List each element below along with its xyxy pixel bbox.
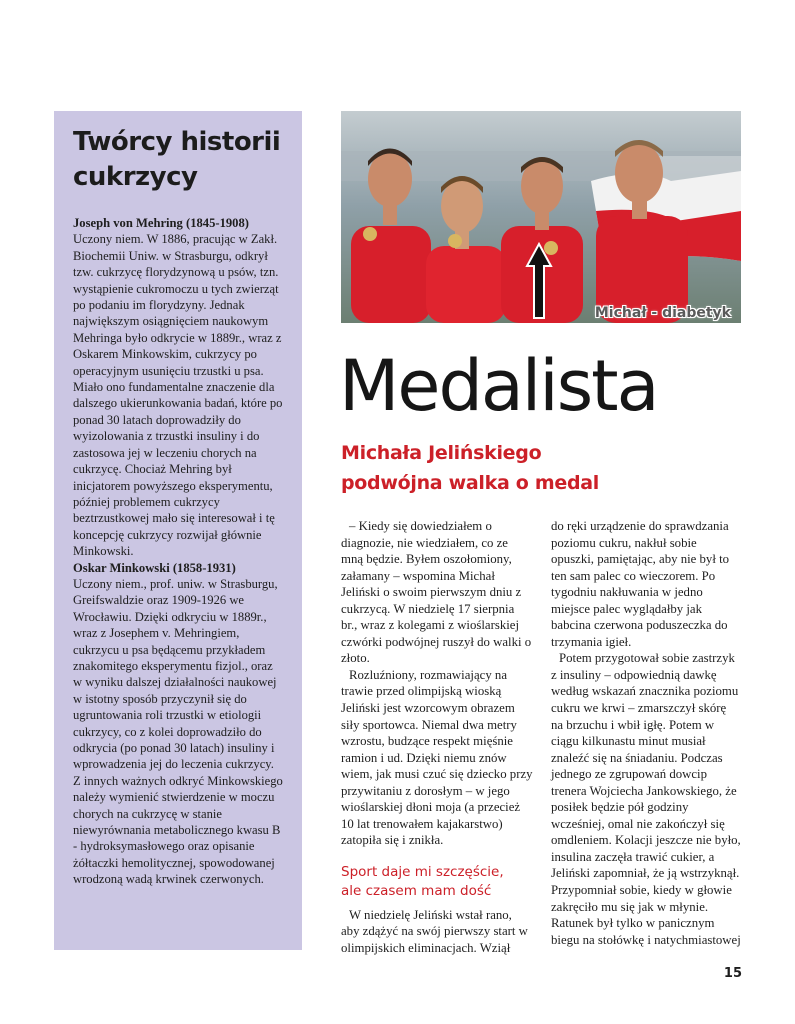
photo-caption: Michał - diabetyk	[594, 305, 731, 321]
subtitle-line2: podwójna walka o medal	[341, 472, 599, 494]
rowers-photo-illustration	[341, 111, 741, 323]
paragraph: W niedzielę Jeliński wstał rano, aby zdążyć na swój pierwszy start w olimpijskich eliminacjach. Wziął	[341, 907, 528, 956]
paragraph: Rozluźniony, rozmawiający na trawie przed olimpijską wioską Jeliński jest wzorcowym obrazem siły sportowca. Niemal dwa metry wzrostu, budzące respekt mięśnie ramion i ud. Dzięki niemu znów wiem, jak musi czuć się dziecko przy przywitaniu z dorosłym – w jego wioślarskiej dłoni moja (a przecież 10 lat trenowałem kajakarstwo) zatopiła się i znikła.	[341, 667, 533, 848]
paragraph: – Kiedy się dowiedziałem o diagnozie, nie wiedziałem, co ze mną będzie. Byłem oszołomiony, załamany – wspomina Michał Jeliński o swoim pierwszym dniu z cukrzycą. W niedzielę 17 sierpnia br., wraz z kolegami z wioślarskiej czwórki podwójnej ruszył do walki o złoto.	[341, 519, 532, 666]
paragraph: do ręki urządzenie do sprawdzania poziomu cukru, nakłuł sobie opuszki, pamiętając, aby nie był to ten sam palec co wieczorem. Po tygodniu nakłuwania w jedno miejsce palec wyglądałby jak babcina czerwona poduszeczka do trzymania igieł.	[551, 519, 730, 649]
history-sidebar	[54, 111, 302, 950]
article-title: Medalista	[339, 345, 658, 427]
entry-text-mehring: Uczony niem. W 1886, pracując w Zakł. Biochemii Uniw. w Strasburgu, odkrył tzw. cukrzycę florydzynową u psów, tzn. wystąpienie cukromoczu u tych zwierząt po podaniu im florydzyny. Jednak największym osiągnięciem naukowym Mehringa było odkrycie w 1889r., wraz z Oskarem Minkowskim, cukrzycy po operacyjnym usunięciu trzustki u psa. Miało ono fundamentalne znaczenie dla dalszego ukierunkowania badań, które po ponad 30 latach doprowadziły do wyizolowania z trzustki insuliny i do zastosowa jej w leczeniu chorych na cukrzycę. Chociaż Mehring był inicjatorem powyższego eksperymentu, później problemem cukrzycy beztrzustkowej mało się interesował i tę koncepcję cukrzycy rozwijał głównie Minkowski.	[73, 232, 283, 559]
paragraph: Potem przygotował sobie zastrzyk z insuliny – odpowiednią dawkę według wskazań znacznika poziomu cukru we krwi – zmarszczył skórę na brzuchu i wbił igłę. Potem w ciągu kilkunastu minut musiał znaleźć się na śniadaniu. Podczas jednego ze zgrupowań dowcip trenera Wojciecha Jankowskiego, że posiłek będzie pół godziny wcześniej, omal nie zakończył się omdleniem. Kolacji jeszcze nie było, insulina zaczęła trawić cukier, a Jeliński zapomniał, że ją wstrzyknął. Przypomniał sobie, kiedy w głowie zakręciło mu się jak w młynie. Ratunek był tylko w panicznym biegu na stołówkę i natychmiastowej	[551, 651, 741, 947]
section-heading	[341, 863, 533, 901]
page-number: 15	[723, 966, 742, 981]
entry-text-minkowski: Uczony niem., prof. uniw. w Strasburgu, Greifswaldzie oraz 1909-1926 we Wrocławiu. Dzięki odkryciu w 1889r., wraz z Josephem v. Mehringiem, cukrzycu u psa będącemu przykładem znakomitego eksperymentu fizjol., oraz w wyniku dalszej działalności naukowej w istotny sposób przyczynił się do ugruntowania roli trzustki w etiologii cukrzycy, co z kolei doprowadziło do odkrycia (po ponad 30 latach) insuliny i wprowadzenia jej do leczenia cukrzycy. Z innych ważnych odkryć Minkowskiego należy wymienić stwierdzenie w moczu chorych na cukrzycę w stanie niewyrównania metabolicznego kwasu B - hydroksymasłowego oraz opisanie żółtaczki hemolitycznej, spowodowanej wrodzoną wadą krwinek czerwonych.	[73, 576, 283, 887]
entry-heading-mehring: Joseph von Mehring (1845-1908)	[73, 216, 249, 230]
entry-heading-minkowski: Oskar Minkowski (1858-1931)	[73, 560, 236, 575]
sidebar-title-line1: Twórcy historii	[73, 127, 281, 157]
article-subtitle	[341, 438, 599, 498]
sidebar-title	[73, 125, 284, 195]
sidebar-title-line2: cukrzycy	[73, 162, 198, 192]
rowers-photo	[341, 111, 741, 323]
article-column-2	[551, 518, 741, 948]
article-column-1	[341, 518, 533, 957]
section-heading-line1: Sport daje mi szczęście,	[341, 863, 504, 880]
section-heading-line2: ale czasem mam dość	[341, 882, 492, 899]
subtitle-line1: Michała Jelińskiego	[341, 442, 542, 464]
